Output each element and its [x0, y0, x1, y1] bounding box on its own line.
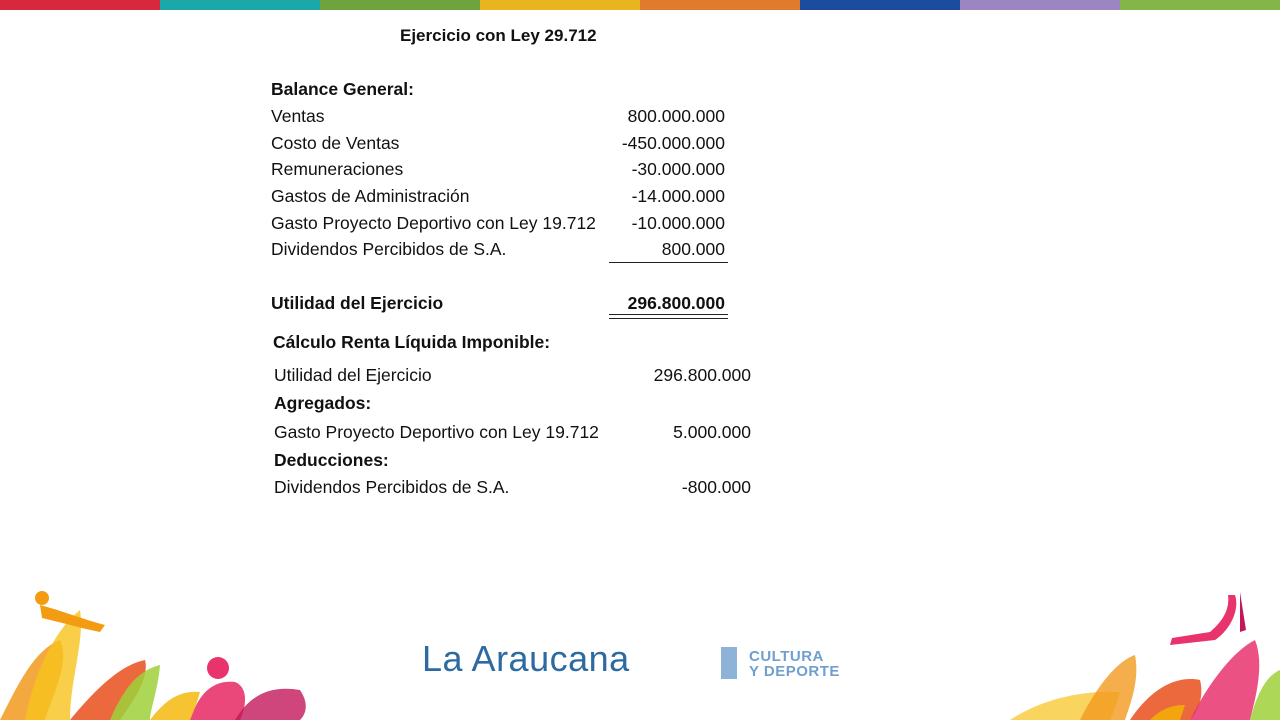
top-bar-segment — [960, 0, 1120, 10]
balance-heading: Balance General: — [271, 79, 414, 99]
top-bar-segment — [480, 0, 640, 10]
logo-subtitle-line: Y DEPORTE — [749, 663, 840, 680]
top-bar-segment — [800, 0, 960, 10]
renta-row-label: Dividendos Percibidos de S.A. — [274, 477, 510, 497]
dancer-figures-right-icon — [1010, 592, 1280, 720]
footer-artwork — [0, 570, 1280, 720]
top-color-bar — [0, 0, 1280, 10]
agregados-heading: Agregados: — [274, 393, 372, 413]
logo-bar — [721, 647, 737, 679]
balance-row-value: -30.000.000 — [631, 159, 725, 179]
top-bar-segment — [1120, 0, 1280, 10]
balance-row-label: Gasto Proyecto Deportivo con Ley 19.712 — [271, 213, 596, 233]
balance-row-value: 800.000 — [661, 239, 725, 259]
renta-heading: Cálculo Renta Líquida Imponible: — [273, 332, 551, 352]
balance-row-value: 800.000.000 — [627, 106, 725, 126]
top-bar-segment — [0, 0, 160, 10]
balance-row-label: Costo de Ventas — [271, 133, 400, 153]
total-value: 296.800.000 — [627, 293, 725, 313]
balance-row-label: Ventas — [271, 106, 325, 126]
slide-title: Ejercicio con Ley 29.712 — [400, 26, 597, 45]
renta-row-label: Utilidad del Ejercicio — [274, 365, 432, 385]
balance-row-value: -450.000.000 — [621, 133, 725, 153]
balance-row-label: Gastos de Administración — [271, 186, 470, 206]
renta-row-value: 5.000.000 — [673, 422, 751, 442]
balance-row-value: -10.000.000 — [631, 213, 725, 233]
top-bar-segment — [160, 0, 320, 10]
balance-row-value: -14.000.000 — [631, 186, 725, 206]
total-label: Utilidad del Ejercicio — [271, 293, 444, 313]
subtotal-rule — [609, 262, 728, 263]
balance-row-label: Dividendos Percibidos de S.A. — [271, 239, 507, 259]
total-double-rule — [609, 314, 728, 319]
top-bar-segment — [320, 0, 480, 10]
logo-name: La Araucana — [422, 638, 630, 679]
top-bar-segment — [640, 0, 800, 10]
renta-row-value: 296.800.000 — [653, 365, 751, 385]
logo-subtitle — [749, 649, 840, 679]
deducciones-heading: Deducciones: — [274, 450, 389, 470]
dancer-figures-left-icon — [0, 591, 306, 720]
renta-row-value: -800.000 — [681, 477, 751, 497]
logo-subtitle-line: CULTURA — [749, 648, 824, 665]
renta-row-label: Gasto Proyecto Deportivo con Ley 19.712 — [274, 422, 599, 442]
balance-row-label: Remuneraciones — [271, 159, 404, 179]
